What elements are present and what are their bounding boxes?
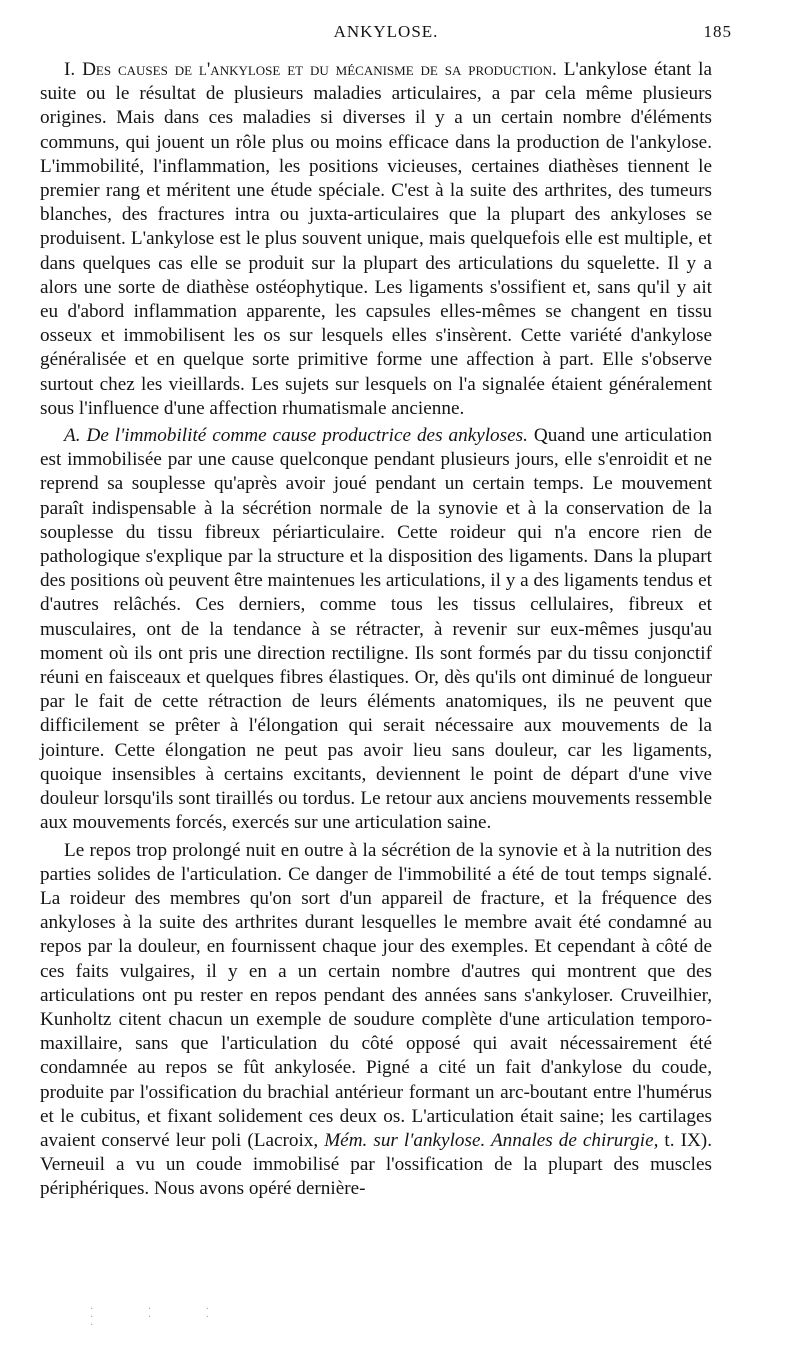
page-number: 185 [703,22,732,41]
subsection-heading: A. De l'immobilité comme cause productrice des ankyloses. [64,425,528,447]
running-title: ANKYLOSE. [333,22,439,41]
paragraph-repos [40,839,712,1202]
citation-reference: Mém. sur l'ankylose. Annales de chirurgie, [324,1129,659,1151]
paragraph-text: Quand une articulation est immobilisée par une cause quelconque pendant plusieurs jours, elle s'enroidit et ne reprend sa souplesse qu'après avoir joué pendant un certain temps. Le mouvement paraît indispensable à la sécrétion normale de la synovie et à la conservation de la souplesse du tissu fibreux périarticulaire. Cette roideur qui n'a encore rien de pathologique s'explique par la structure et la disposition des ligaments. Dans la plupart des positions où peuvent être maintenues les articulations, il y a des ligaments tendus et d'autres relâchés. Ces derniers, comme tous les tissus cellulaires, fibreux et musculaires, ont de la tendance à se rétracter, à revenir sur eux-mêmes jusqu'au moment où ils ont pris une direction rectiligne. Ils sont formés par du tissu conjonctif réuni en faisceaux et quelques fibres élastiques. Or, dès qu'ils ont diminué de longueur par le fait de cette rétraction de leurs éléments anatomiques, ils ne peuvent que difficilement se prêter à l'élongation qui serait nécessaire aux mouvements de la jointure. Cette élongation ne peut pas avoir lieu sans douleur, car les ligaments, quoique insensibles à certains excitants, deviennent le point de départ d'une vive douleur lorsqu'ils sont tiraillés ou tordus. Le retour aux anciens mouvements ressemble aux mouvements forcés, exercés sur une articulation saine. [40,425,713,834]
paragraph-text: Le repos trop prolongé nuit en outre à la sécrétion de la synovie et à la nutrition des parties solides de l'articulation. Ce danger de l'immobilité a été de tout temps signalé. La roideur des membres qu'on sort d'un appareil de fracture, et la fréquence des ankyloses à la suite des arthrites durant lesquelles le membre avait été condamné au repos par la douleur, en fournissent chaque jour des exemples. Et cependant à côté de ces faits vulgaires, il y en a un certain nombre d'autres qui montrent que des articulations ont pu rester en repos pendant des années sans s'ankyloser. Cruveilhier, Kunholtz citent chacun un exemple de soudure complète d'une articulation temporo-maxillaire, sans que l'articulation du côté opposé qui avait nécessairement été condamnée au repos se fût ankylosée. Pigné a cité un fait d'ankylose du coude, produite par l'ossification du brachial antérieur formant un arc-boutant entre l'humérus et le cubitus, et fixant solidement ces deux os. L'articulation était saine; les cartilages avaient conservé leur poli (Lacroix, [40,839,712,1151]
paragraph-text-end: t. IX). Verneuil a vu un coude immobilisé par l'ossification de la plupart des muscles périphériques. Nous avons opéré dernière- [40,1129,712,1200]
section-heading: I. Des causes de l'ankylose et du mécanisme de sa production. [64,59,557,80]
paragraph-immobilite [40,424,712,835]
paragraph-text: L'ankylose étant la suite ou le résultat de plusieurs maladies articulaires, a par cela même plusieurs origines. Mais dans ces maladies si diverses il y a un certain nombre d'éléments communs, qui jouent un rôle plus ou moins efficace dans la production de l'ankylose. L'immobilité, l'inflammation, les positions vicieuses, certaines diathèses tiennent le premier rang et méritent une étude spéciale. C'est à la suite des arthrites, des tumeurs blanches, des fractures intra ou juxta-articulaires que la plupart des ankyloses se produisent. L'ankylose est le plus souvent unique, mais quelquefois elle est multiple, et dans quelques cas elle se produit sur la plupart des articulations du squelette. Il y a alors une sorte de diathèse ostéophytique. Les ligaments s'ossifient et, sans qu'il y ait eu d'abord inflammation apparente, les capsules elles-mêmes se changent en tissu osseux et immobilisent les os sur lesquels elles s'insèrent. Cette variété d'ankylose généralisée et en quelque sorte primitive forme une affection à part. Elle s'observe surtout chez les vieillards. Les sujets sur lesquels on l'a signalée étaient généralement sous l'influence d'une affection rhumatismale ancienne. [40,59,712,419]
margin-specks: · · · · · · · [90,1304,235,1331]
running-head [40,22,732,52]
body-text [40,58,712,1202]
paragraph-causes [40,58,712,421]
